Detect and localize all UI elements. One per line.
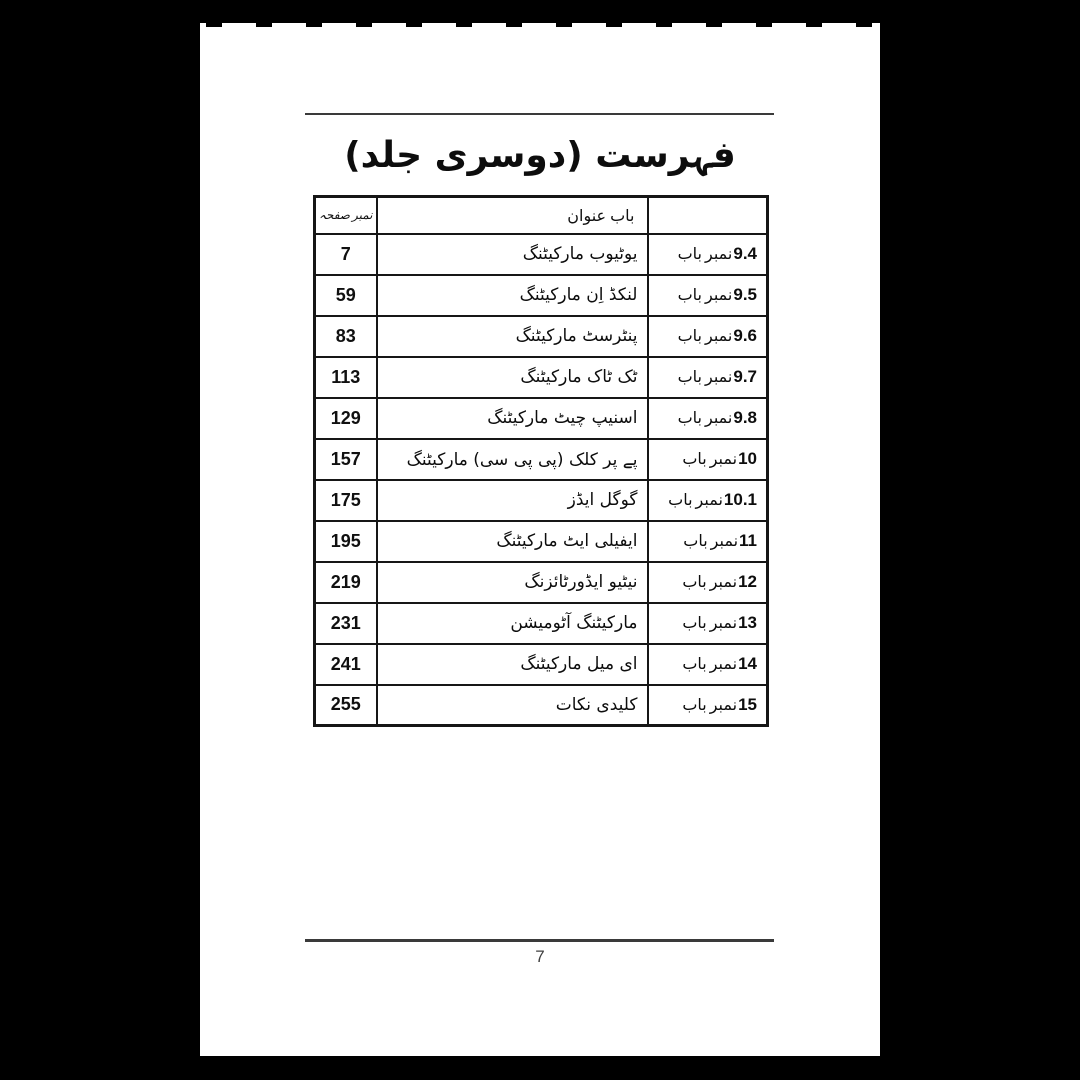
footer-page-number: 7 (535, 947, 545, 966)
page-number-cell: 241 (315, 644, 377, 685)
chapter-title-cell: لنکڈ اِن مارکیٹنگ (377, 275, 648, 316)
chapter-number-cell (648, 521, 768, 562)
table-row (315, 439, 768, 480)
chapter-word-number: نمبر (709, 654, 738, 673)
footer-rule (305, 939, 774, 942)
header-rule (305, 113, 774, 115)
page-number-cell: 157 (315, 439, 377, 480)
chapter-number: 11 (739, 531, 757, 550)
page-number-cell: 83 (315, 316, 377, 357)
chapter-number-cell (648, 357, 768, 398)
chapter-number-cell (648, 316, 768, 357)
chapter-word-bab: باب (682, 694, 707, 714)
chapter-word-number: نمبر (695, 490, 723, 509)
chapter-number-cell (648, 603, 768, 644)
chapter-title-column-header (377, 197, 648, 234)
page-title: فہرست (دوسری جلد) (344, 135, 736, 176)
chapter-word-bab: باب (682, 613, 707, 632)
table-row (315, 316, 768, 357)
chapter-word-bab: باب (682, 449, 707, 468)
table-row (315, 357, 768, 398)
chapter-number: 9.8 (733, 408, 757, 427)
chapter-number-cell (648, 439, 768, 480)
chapter-number: 10 (738, 449, 757, 468)
chapter-word-number: نمبر (705, 326, 733, 345)
header-word-unwan: عنوان (567, 205, 607, 225)
table-row (315, 480, 768, 521)
page-number-cell: 59 (315, 275, 377, 316)
chapter-word-bab: باب (677, 244, 702, 263)
chapter-number: 9.5 (733, 285, 757, 304)
chapter-title-cell: ایفیلی ایٹ مارکیٹنگ (377, 521, 648, 562)
chapter-word-number: نمبر (705, 285, 733, 304)
page-number-cell: 7 (315, 234, 377, 275)
chapter-number-cell (648, 275, 768, 316)
chapter-word-number: نمبر (705, 408, 733, 427)
table-row (315, 562, 768, 603)
page-number-column-header (315, 197, 377, 234)
chapter-number-cell (648, 398, 768, 439)
table-row (315, 275, 768, 316)
chapter-word-bab: باب (668, 490, 693, 509)
chapter-title-cell: کلیدی نکات (377, 685, 648, 726)
toc-table (313, 195, 769, 727)
table-header-row (315, 197, 768, 234)
chapter-number: 9.6 (733, 326, 757, 345)
chapter-title-cell: گوگل ایڈز (377, 480, 648, 521)
chapter-number-cell (648, 685, 768, 726)
chapter-word-bab: باب (683, 531, 708, 550)
chapter-word-bab: باب (677, 408, 702, 427)
chapter-number-cell (648, 480, 768, 521)
chapter-number: 9.4 (733, 244, 757, 263)
chapter-word-number: نمبر (709, 613, 738, 632)
chapter-number: 9.7 (733, 367, 757, 386)
header-word-bab: باب (610, 205, 635, 225)
table-row (315, 521, 768, 562)
chapter-title-cell: پنٹرسٹ مارکیٹنگ (377, 316, 648, 357)
chapter-number: 12 (738, 572, 757, 591)
chapter-title-cell: پے پر کلک (پی پی سی) مارکیٹنگ (377, 439, 648, 480)
chapter-word-number: نمبر (705, 244, 733, 263)
chapter-title-cell: یوٹیوب مارکیٹنگ (377, 234, 648, 275)
chapter-word-bab: باب (677, 285, 702, 304)
page-number-cell: 219 (315, 562, 377, 603)
page-number-cell: 113 (315, 357, 377, 398)
page-number-cell: 175 (315, 480, 377, 521)
table-row (315, 234, 768, 275)
chapter-word-bab: باب (682, 572, 707, 591)
chapter-number-cell (648, 562, 768, 603)
table-row (315, 685, 768, 726)
table-row (315, 644, 768, 685)
book-page (200, 23, 880, 1056)
chapter-title-cell: ٹک ٹاک مارکیٹنگ (377, 357, 648, 398)
page-number-cell: 129 (315, 398, 377, 439)
chapter-number-column-header (648, 197, 768, 234)
chapter-number-cell (648, 234, 768, 275)
chapter-word-bab: باب (682, 654, 707, 673)
table-row (315, 603, 768, 644)
chapter-title-cell: نیٹیو ایڈورٹائزنگ (377, 562, 648, 603)
chapter-word-bab: باب (677, 326, 702, 345)
page-number-cell: 231 (315, 603, 377, 644)
chapter-title-cell: ای میل مارکیٹنگ (377, 644, 648, 685)
chapter-number: 15 (738, 694, 757, 714)
chapter-number: 13 (738, 613, 757, 632)
chapter-word-number: نمبر (710, 531, 739, 550)
chapter-word-number: نمبر (705, 367, 733, 386)
table-row (315, 398, 768, 439)
chapter-word-number: نمبر (709, 694, 738, 714)
chapter-word-bab: باب (677, 367, 702, 386)
header-word-safha: صفحہ (318, 208, 350, 223)
chapter-number-cell (648, 644, 768, 685)
chapter-number: 10.1 (723, 490, 757, 509)
page-number-cell: 255 (315, 685, 377, 726)
chapter-word-number: نمبر (709, 449, 738, 468)
chapter-word-number: نمبر (709, 572, 738, 591)
page-number-cell: 195 (315, 521, 377, 562)
chapter-number: 14 (738, 654, 757, 673)
chapter-title-cell: مارکیٹنگ آٹومیشن (377, 603, 648, 644)
chapter-title-cell: اسنیپ چیٹ مارکیٹنگ (377, 398, 648, 439)
header-word-number: نمبر (352, 208, 373, 223)
